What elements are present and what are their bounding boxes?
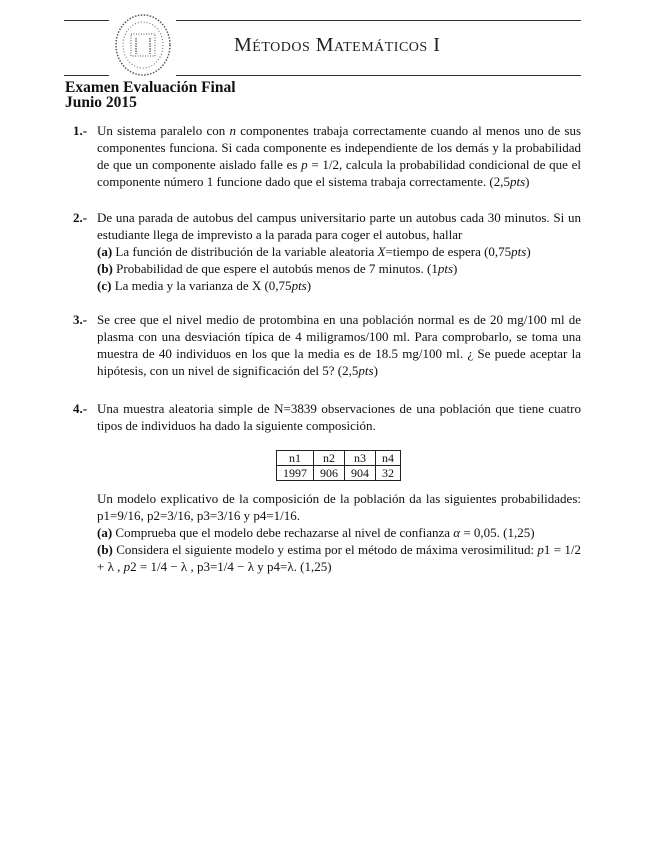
table-cell: 904 xyxy=(345,466,376,481)
part-b: (b) Probabilidad de que espere el autobús menos de 7 minutos. (1pts) xyxy=(97,261,458,276)
question-1 xyxy=(73,122,581,190)
table-cell: 906 xyxy=(314,466,345,481)
question-number: 2.- xyxy=(73,210,88,225)
composition-table xyxy=(276,450,401,481)
university-seal-logo xyxy=(113,12,173,78)
table-cell: 1997 xyxy=(277,466,314,481)
header-rule-top-left xyxy=(64,20,109,21)
part-c: (c) La media y la varianza de X (0,75pts) xyxy=(97,278,312,293)
table-header: n2 xyxy=(314,451,345,466)
question-4-continued xyxy=(73,490,581,575)
header-rule-bottom-right xyxy=(176,75,581,76)
question-number: 3.- xyxy=(73,312,88,327)
question-text: Un sistema paralelo con n componentes trabaja correctamente cuando al menos uno de sus componentes funciona. Si cada componente es independiente de los demás y la probabilidad de que un componente aislado falle es p = 1/2, calcula la probabilidad condicional de que el componente número 1 funcione dado que el sistema trabaja correctamente. (2,5pts) xyxy=(97,123,582,189)
header-rule-top-right xyxy=(176,20,581,21)
exam-title: Examen Evaluación Final xyxy=(65,79,236,96)
question-number: 1.- xyxy=(73,123,88,138)
table-header: n4 xyxy=(376,451,401,466)
table-header: n3 xyxy=(345,451,376,466)
header-rule-bottom-left xyxy=(64,75,109,76)
question-text: Una muestra aleatoria simple de N=3839 observaciones de una población que tiene cuatro tipos de individuos ha dado la siguiente composición. xyxy=(97,401,581,433)
part-a: (a) La función de distribución de la variable aleatoria X=tiempo de espera (0,75pts) xyxy=(97,244,531,259)
question-2 xyxy=(73,209,581,294)
question-4 xyxy=(73,400,581,434)
table-cell: 32 xyxy=(376,466,401,481)
question-text: Se cree que el nivel medio de protombina en una población normal es de 20 mg/100 ml de plasma con una desviación típica de 4 miligramos/100 ml. Para comprobarlo, se toma una muestra de 40 individuos en los que la media es de 18.5 mg/100 ml. ¿ Se puede aceptar la hipótesis, con un nivel de significación del 5? (2,5pts) xyxy=(97,312,581,378)
exam-date: Junio 2015 xyxy=(65,94,137,111)
course-title: Métodos Matemáticos I xyxy=(234,34,441,56)
question-3 xyxy=(73,311,581,379)
table-header: n1 xyxy=(277,451,314,466)
part-a: (a) Comprueba que el modelo debe rechazarse al nivel de confianza α = 0,05. (1,25) xyxy=(97,525,535,540)
model-text: Un modelo explicativo de la composición de la población da las siguientes probabilidades: p1=9/16, p2=3/16, p3=3/16 y p4=1/16. xyxy=(97,491,581,523)
part-b: (b) Considera el siguiente modelo y estima por el método de máxima verosimilitud: p1 = 1/2 + λ , p2 = 1/4 − λ , p3=1/4 − λ y p4=λ. (1,25) xyxy=(97,542,581,574)
question-number: 4.- xyxy=(73,401,88,416)
question-text: De una parada de autobus del campus universitario parte un autobus cada 30 minutos. Si un estudiante llega de imprevisto a la parada para coger el autobus, hallar xyxy=(97,210,581,242)
